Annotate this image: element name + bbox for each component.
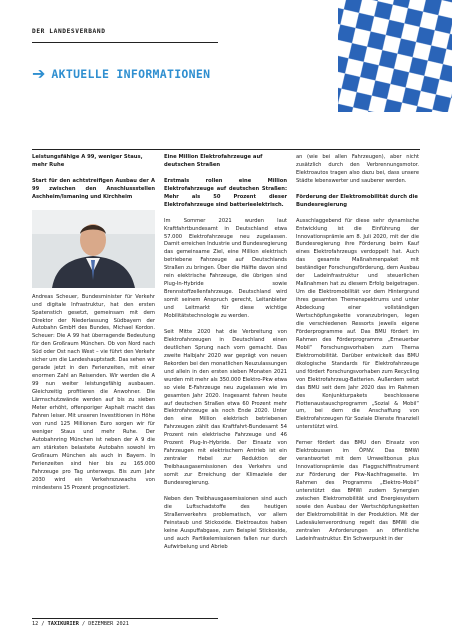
issue-date: DEZEMBER 2021 (88, 621, 129, 627)
mid-rule (32, 149, 420, 150)
article-body: Seit Mitte 2020 hat die Verbreitung von Elektrofahrzeugen in Deutschland einen deutlichen Sprung nach vorn gemacht. Das zweite Halbjahr 2020 war geprägt von neuen Rekorden bei den monatlichen Neuzulassungen und allein in den ersten sieben Monaten 2021 wurden mit mehr als 350.000 Elektro-Pkw etwa so viele E-Fahrzeuge neu zugelassen wie im gesamten Jahr 2020. Insgesamt fahren heute auf deutschen Straßen etwa 60 Prozent mehr Elektrofahrzeuge als noch Ende 2020. Unter den eine Million elektrisch betriebenen Fahrzeugen zählt das Kraftfahrt-Bundesamt 54 Prozent rein elektrische Fahrzeuge und 46 Prozent Plug-In-Hybride. Der Einsatz von Fahrzeugen mit elektrischem Antrieb ist ein zentraler Hebel zur Reduktion der Treibhausgasemissionen des Verkehrs und somit zur Erreichung der Klimaziele der Bundesregierung. (164, 328, 287, 487)
bavarian-crest (338, 0, 452, 112)
article-body: an (wie bei allen Fahrzeugen), aber nicht zusätzlich durch den Verbrennungsmotor. Elektroautos tragen also dazu bei, dass unsere Städte lebenswerter und sauberer werden. (296, 154, 419, 184)
article-heading: Eine Million Elektrofahrzeuge auf deutschen Straßen (164, 154, 263, 168)
top-rule (32, 42, 218, 43)
headline-text: AKTUELLE INFORMATIONEN (51, 67, 211, 81)
page-number: 12 (32, 621, 39, 627)
article-lead: Erstmals rollen eine Million Elektrofahrzeuge auf deutschen Straßen: Mehr als 50 Prozent dieser Elektrofahrzeuge sind batterieelektrisch. (164, 177, 287, 208)
article-body: Im Sommer 2021 wurden laut Kraftfahrtbundesamt in Deutschland etwa 57.000 Elektrofahrzeuge neu zugelassen. Damit erreichen Industrie und Bundesregierung das gemeinsame Ziel, eine Million elektrisch betriebene Fahrzeuge auf Deutschlands Straßen zu bringen. Über die Hälfte davon sind rein elektrische Fahrzeuge, die übrigen sind Plug-In-Hybride sowie Brennstoffzellenfahrzeuge. Deutschland wird somit seinem Anspruch gerecht, Leitanbieter und Leitmarkt für diese wichtige Mobilitätstechnologie zu werden. (164, 217, 287, 320)
article-lead: Start für den achtstreifigen Ausbau der A 99 zwischen den Anschlussstellen Aschheim/Ismaning und Kirchheim (32, 177, 155, 200)
arrow-right-icon: ➔ (32, 64, 46, 83)
column-2 (164, 154, 287, 560)
magazine-name: TAXIKURIER (47, 621, 79, 627)
article-body: Andreas Scheuer, Bundesminister für Verkehr und digitale Infrastruktur, hat den ersten Spatenstich gesetzt, gemeinsam mit dem Direktor der Niederlassung Südbayern der Autobahn GmbH des Bundes, Michael Kordon. Scheuer: Die A 99 hat überragende Bedeutung für den Großraum München. Ob von Nord nach Süd oder Ost nach West – vie führt den Verkehr sicher um die Landeshauptstadt. Das sehen wir gerade jetzt in den Ferienzeiten, mit einer enormen Zahl an Reisenden. Wir werden die A 99 nun weiter leistungsfähig ausbauen. Gleichzeitig profitieren die Anwohner. Die Lärmschutzwände werden auf bis zu sieben Meter erhöht, offenporiger Asphalt macht das Fahren leiser. Mit unseren Investitionen in Höhe von rund 125 Millionen Euro sorgen wir für weniger Staus und mehr Ruhe. Der Autobahnring München ist neben der A 9 die am stärksten belastete Autobahn sowohl im Großraum München als auch in Bayern. In Ferienzeiten sind hier bis zu 165.000 Fahrzeuge pro Tag unterwegs. Bis zum Jahr 2030 wird ein Verkehrszuwachs von mindestens 15 Prozent prognostiziert. (32, 293, 155, 491)
article-body: Ferner fördert das BMU den Einsatz von Elektrobussen im ÖPNV. Das BMWi verantwortet mit dem Umweltbonus plus Innovationsprämie das Flaggschiffinstrument zur Förderung der Pkw-Nachfrageseite. Im Rahmen des Programms „Elektro-Mobil“ unterstützt das BMWi zudem Synergien zwischen Elektromobilität und Energiesystem sowie den Ausbau der Wertschöpfungsketten der Elektromobilität in der Produktion. Mit der Ladesäulenverordnung regelt das BMWi die zentralen Anforderungen an öffentliche Ladeinfrastruktur. Ein Schwerpunkt in der (296, 440, 419, 542)
section-label: DER LANDESVERBAND (32, 28, 106, 35)
portrait-photo (32, 210, 155, 288)
article-heading: Förderung der Elektromobilität durch die Bundesregierung (296, 193, 418, 208)
headline (32, 66, 210, 82)
column-3 (296, 154, 419, 552)
article-body: Ausschlaggebend für diese sehr dynamische Entwicklung ist die Einführung der Innovationsprämie am 8. Juli 2020, mit der die Bundesregierung ihre Förderung beim Kauf eines Elektrofahrzeugs verdoppelt hat. Auch das gesamte Maßnahmenpaket mit beständiger Forschungsförderung, dem Ausbau der Ladeinfrastruktur und steuerlichen Maßnahmen hat zu diesem Erfolg beigetragen. Um die Elektromobilität vor dem Hintergrund ihres gesamten Themenspektrums und unter Abdeckung einer vollständigen Wertschöpfungskette voranzubringen, legen die verschiedenen Ressorts jeweils eigene Förderprogramme auf. Das BMU fördert im Rahmen des Förderprogramms „Erneuerbar Mobil“ Forschungsvorhaben zum Thema Elektromobilität. Darüber entwickelt das BMU ökologische Standards für Elektrofahrzeuge und fördert Forschungsvorhaben zum Recycling von Elektrofahrzeug-Batterien. Außerdem setzt das BMU seit dem Jahr 2020 das im Rahmen des Konjunkturpakets beschlossene Flottenaustauschprogramm „Sozial & Mobil“ um, bei dem die Anschaffung von Elektrofahrzeugen für Soziale Dienste finanziell unterstützt wird. (296, 217, 419, 431)
footer-rule (32, 618, 218, 619)
page-footer: 12 / TAXIKURIER / DEZEMBER 2021 (32, 621, 129, 627)
article-heading: Leistungsfähige A 99, weniger Staus, mehr Ruhe (32, 154, 143, 168)
column-1 (32, 154, 155, 500)
article-body: Neben den Treibhausgasemissionen sind auch die Luftschadstoffe des heutigen Straßenverkehrs problematisch, vor allem Feinstaub und Stickoxide. Elektroautos haben keine Auspuffabgase, zum Beispiel Stickoxide, und auch Partikelemissionen fallen nur durch Aufwirbelung und Abrieb (164, 495, 287, 550)
